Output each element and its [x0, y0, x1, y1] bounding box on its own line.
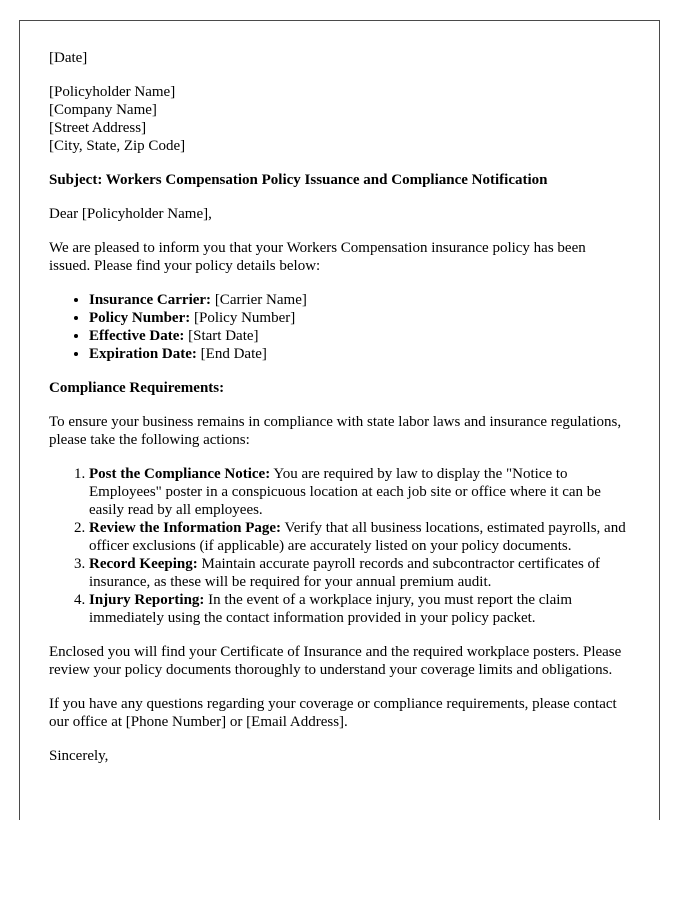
action-label: Post the Compliance Notice: [89, 466, 271, 482]
recipient-city-line: [City, State, Zip Code] [49, 138, 186, 154]
recipient-address [49, 83, 629, 155]
action-text: Verify that all business locations, estimated payrolls, and officer exclusions (if applicable) are accurately listed on your policy documents. [89, 520, 626, 554]
letter-body [49, 49, 629, 781]
action-item [89, 555, 629, 591]
intro-paragraph: We are pleased to inform you that your Workers Compensation insurance policy has been issued. Please find your policy details below: [49, 240, 586, 274]
action-item [89, 519, 629, 555]
action-text: You are required by law to display the "Notice to Employees" poster in a conspicuous location at each job site or office where it can be easily read by all employees. [89, 466, 601, 518]
enclosure-paragraph: Enclosed you will find your Certificate of Insurance and the required workplace posters. Please review your policy documents thoroughly to understand your coverage limits and obligations. [49, 644, 622, 678]
recipient-name: [Policyholder Name] [49, 84, 176, 100]
action-label: Record Keeping: [89, 556, 198, 572]
policy-detail-label: Effective Date: [89, 328, 185, 344]
compliance-actions-list [49, 465, 629, 627]
recipient-company: [Company Name] [49, 102, 157, 118]
policy-detail-item [89, 291, 629, 309]
letter-page [19, 20, 660, 820]
policy-detail-value: [End Date] [196, 346, 267, 362]
recipient-street: [Street Address] [49, 120, 147, 136]
action-label: Injury Reporting: [89, 592, 205, 608]
policy-detail-label: Policy Number: [89, 310, 191, 326]
action-text: Maintain accurate payroll records and subcontractor certificates of insurance, as these will be required for your annual premium audit. [89, 556, 601, 590]
action-label: Review the Information Page: [89, 520, 282, 536]
compliance-heading: Compliance Requirements: [49, 380, 225, 396]
policy-detail-label: Insurance Carrier: [89, 292, 212, 308]
policy-detail-value: [Start Date] [184, 328, 259, 344]
letter-date: [Date] [49, 50, 88, 66]
action-text: In the event of a workplace injury, you must report the claim immediately using the contact information provided in your policy packet. [89, 592, 573, 626]
closing: Sincerely, [49, 748, 109, 764]
policy-detail-item [89, 327, 629, 345]
action-item [89, 465, 629, 519]
letter-subject: Subject: Workers Compensation Policy Issuance and Compliance Notification [49, 172, 548, 188]
policy-detail-item [89, 309, 629, 327]
salutation: Dear [Policyholder Name], [49, 206, 212, 222]
policy-details-list [49, 291, 629, 363]
contact-paragraph: If you have any questions regarding your coverage or compliance requirements, please contact our office at [Phone Number] or [Email Address]. [49, 696, 617, 730]
policy-detail-item [89, 345, 629, 363]
compliance-intro: To ensure your business remains in compliance with state labor laws and insurance regulations, please take the following actions: [49, 414, 622, 448]
action-item [89, 591, 629, 627]
policy-detail-value: [Policy Number] [190, 310, 296, 326]
policy-detail-label: Expiration Date: [89, 346, 197, 362]
policy-detail-value: [Carrier Name] [211, 292, 307, 308]
